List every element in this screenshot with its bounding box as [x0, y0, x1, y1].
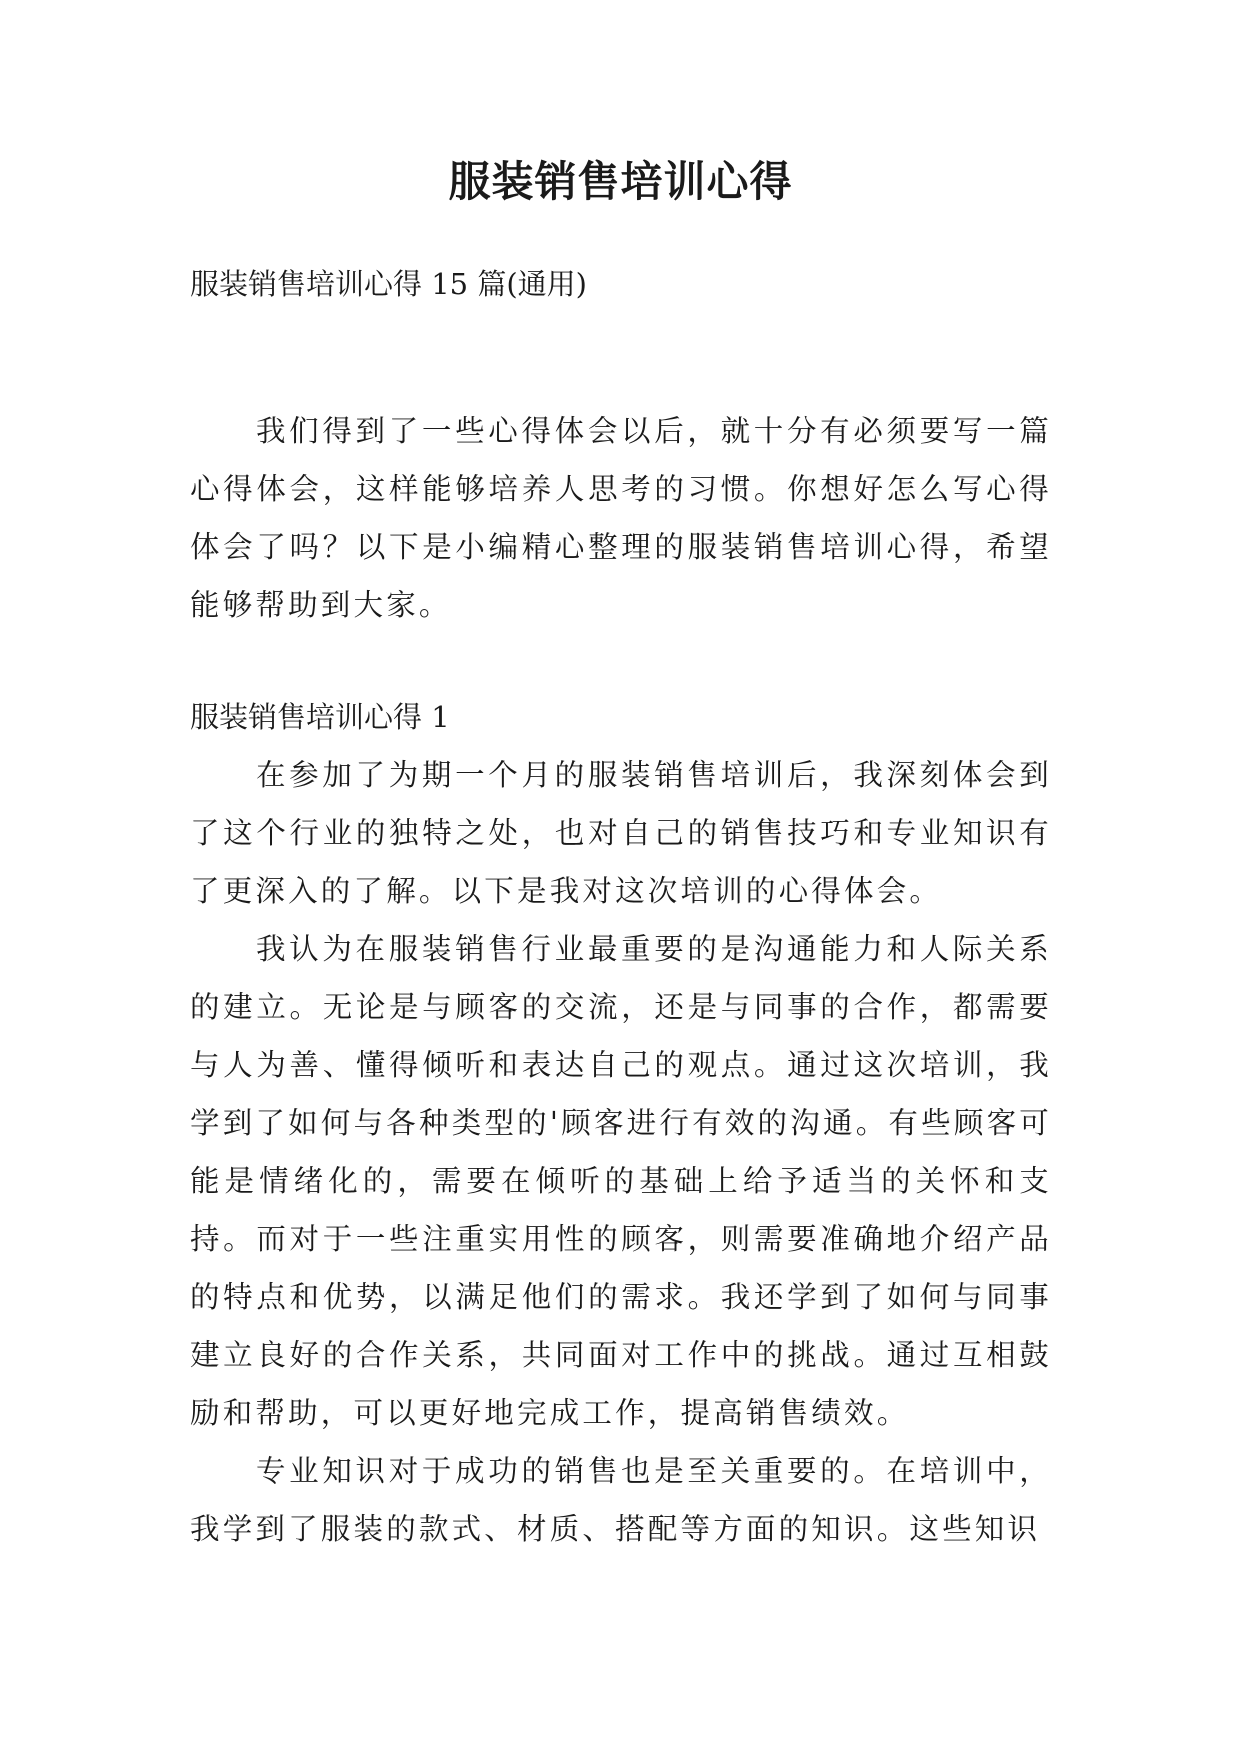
body-paragraph: 在参加了为期一个月的服装销售培训后，我深刻体会到了这个行业的独特之处，也对自己的销售技巧和专业知识有了更深入的了解。以下是我对这次培训的心得体会。 [190, 758, 1052, 908]
intro-block [190, 402, 1052, 634]
body-paragraph: 我认为在服装销售行业最重要的是沟通能力和人际关系的建立。无论是与顾客的交流，还是与同事的合作，都需要与人为善、懂得倾听和表达自己的观点。通过这次培训，我学到了如何与各种类型的'顾客进行有效的沟通。有些顾客可能是情绪化的，需要在倾听的基础上给予适当的关怀和支持。而对于一些注重实用性的顾客，则需要准确地介绍产品的特点和优势，以满足他们的需求。我还学到了如何与同事建立良好的合作关系，共同面对工作中的挑战。通过互相鼓励和帮助，可以更好地完成工作，提高销售绩效。 [190, 932, 1052, 1430]
section-1 [190, 688, 1052, 1558]
document-subtitle: 服装销售培训心得 15 篇(通用) [190, 267, 587, 301]
section-heading: 服装销售培训心得 1 [190, 700, 450, 734]
body-paragraph: 专业知识对于成功的销售也是至关重要的。在培训中，我学到了服装的款式、材质、搭配等方面的知识。这些知识 [190, 1454, 1052, 1546]
intro-paragraph: 我们得到了一些心得体会以后，就十分有必须要写一篇心得体会，这样能够培养人思考的习惯。你想好怎么写心得体会了吗？以下是小编精心整理的服装销售培训心得，希望能够帮助到大家。 [190, 414, 1052, 622]
document-title: 服装销售培训心得 [448, 157, 793, 206]
